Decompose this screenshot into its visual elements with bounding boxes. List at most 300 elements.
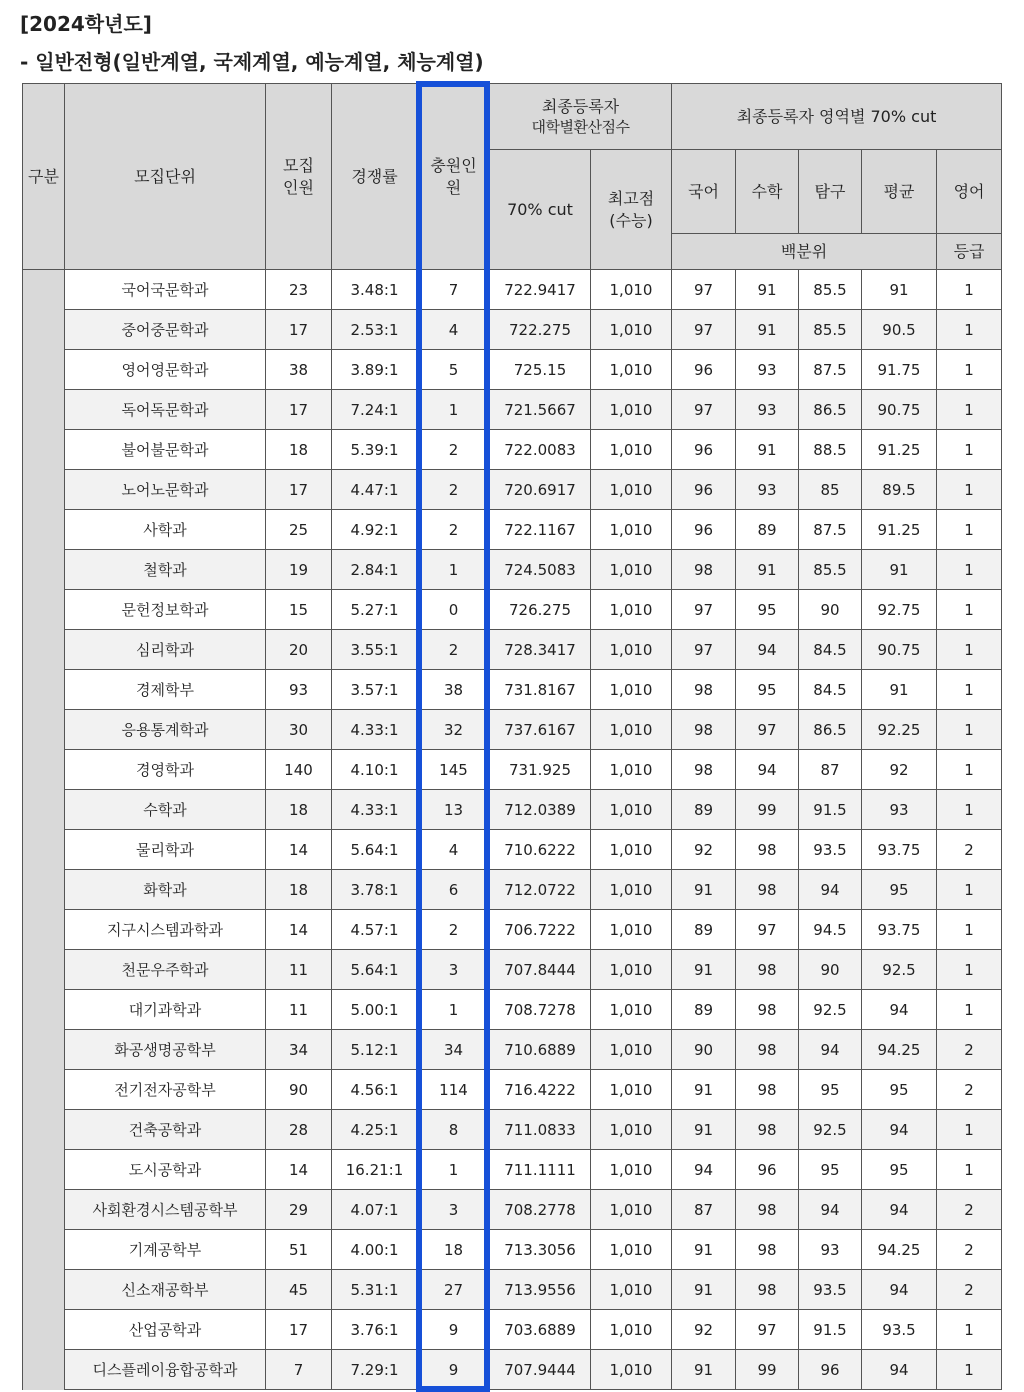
- table-row: [23, 870, 1002, 910]
- english-cell: 1: [937, 270, 1002, 310]
- unit-cell: 수학과: [65, 790, 266, 830]
- unit-cell: 국어국문학과: [65, 270, 266, 310]
- table-row: [23, 1310, 1002, 1350]
- korean-cell: 91: [672, 1270, 736, 1310]
- average-cell: 91.75: [862, 350, 937, 390]
- english-cell: 1: [937, 1310, 1002, 1350]
- korean-cell: 94: [672, 1150, 736, 1190]
- average-cell: 95: [862, 1070, 937, 1110]
- inquiry-cell: 85.5: [799, 550, 862, 590]
- max-cell: 1,010: [591, 1310, 672, 1350]
- average-cell: 94: [862, 1190, 937, 1230]
- english-cell: 1: [937, 510, 1002, 550]
- cut70-cell: 711.0833: [490, 1110, 591, 1150]
- english-cell: 1: [937, 910, 1002, 950]
- english-cell: 1: [937, 430, 1002, 470]
- inquiry-cell: 93.5: [799, 1270, 862, 1310]
- competition-cell: 5.39:1: [332, 430, 418, 470]
- table-row: [23, 990, 1002, 1030]
- korean-cell: 97: [672, 590, 736, 630]
- average-cell: 90.75: [862, 630, 937, 670]
- max-cell: 1,010: [591, 1350, 672, 1390]
- competition-cell: 4.47:1: [332, 470, 418, 510]
- quota-cell: 11: [266, 990, 332, 1030]
- unit-cell: 전기전자공학부: [65, 1070, 266, 1110]
- english-cell: 1: [937, 1350, 1002, 1390]
- max-cell: 1,010: [591, 1070, 672, 1110]
- additional-cell: 9: [418, 1310, 490, 1350]
- quota-cell: 17: [266, 470, 332, 510]
- korean-cell: 97: [672, 310, 736, 350]
- math-cell: 98: [736, 1190, 799, 1230]
- competition-cell: 2.53:1: [332, 310, 418, 350]
- max-cell: 1,010: [591, 310, 672, 350]
- additional-cell: 4: [418, 310, 490, 350]
- header-competition: 경쟁률: [332, 84, 418, 270]
- quota-cell: 7: [266, 1350, 332, 1390]
- korean-cell: 91: [672, 870, 736, 910]
- english-cell: 1: [937, 390, 1002, 430]
- average-cell: 91: [862, 670, 937, 710]
- average-cell: 94: [862, 1350, 937, 1390]
- cut70-cell: 712.0389: [490, 790, 591, 830]
- header-max-line2: (수능): [609, 210, 653, 230]
- average-cell: 93: [862, 790, 937, 830]
- max-cell: 1,010: [591, 1150, 672, 1190]
- unit-cell: 천문우주학과: [65, 950, 266, 990]
- max-cell: 1,010: [591, 870, 672, 910]
- math-cell: 98: [736, 990, 799, 1030]
- unit-cell: 사학과: [65, 510, 266, 550]
- competition-cell: 5.64:1: [332, 950, 418, 990]
- english-cell: 1: [937, 870, 1002, 910]
- unit-cell: 신소재공학부: [65, 1270, 266, 1310]
- inquiry-cell: 84.5: [799, 670, 862, 710]
- table-row: [23, 350, 1002, 390]
- english-cell: 1: [937, 550, 1002, 590]
- cut70-cell: 722.9417: [490, 270, 591, 310]
- additional-cell: 18: [418, 1230, 490, 1270]
- additional-cell: 0: [418, 590, 490, 630]
- max-cell: 1,010: [591, 590, 672, 630]
- math-cell: 91: [736, 270, 799, 310]
- competition-cell: 4.07:1: [332, 1190, 418, 1230]
- header-inquiry: 탐구: [799, 150, 862, 234]
- cut70-cell: 728.3417: [490, 630, 591, 670]
- competition-cell: 4.10:1: [332, 750, 418, 790]
- table-row: [23, 1350, 1002, 1390]
- english-cell: 2: [937, 1230, 1002, 1270]
- table-row: [23, 590, 1002, 630]
- header-percentile: 백분위: [672, 234, 937, 270]
- average-cell: 92.25: [862, 710, 937, 750]
- competition-cell: 5.64:1: [332, 830, 418, 870]
- competition-cell: 5.00:1: [332, 990, 418, 1030]
- english-cell: 2: [937, 1030, 1002, 1070]
- inquiry-cell: 93: [799, 1230, 862, 1270]
- average-cell: 95: [862, 1150, 937, 1190]
- header-math: 수학: [736, 150, 799, 234]
- english-cell: 2: [937, 1270, 1002, 1310]
- inquiry-cell: 86.5: [799, 390, 862, 430]
- math-cell: 94: [736, 750, 799, 790]
- english-cell: 1: [937, 1110, 1002, 1150]
- unit-cell: 철학과: [65, 550, 266, 590]
- cut70-cell: 703.6889: [490, 1310, 591, 1350]
- additional-cell: 2: [418, 910, 490, 950]
- additional-cell: 2: [418, 430, 490, 470]
- table-row: [23, 670, 1002, 710]
- max-cell: 1,010: [591, 830, 672, 870]
- average-cell: 92.75: [862, 590, 937, 630]
- additional-cell: 114: [418, 1070, 490, 1110]
- additional-cell: 3: [418, 1190, 490, 1230]
- table-row: [23, 470, 1002, 510]
- additional-cell: 7: [418, 270, 490, 310]
- korean-cell: 92: [672, 1310, 736, 1350]
- average-cell: 90.5: [862, 310, 937, 350]
- korean-cell: 98: [672, 550, 736, 590]
- english-cell: 1: [937, 950, 1002, 990]
- competition-cell: 4.25:1: [332, 1110, 418, 1150]
- average-cell: 94.25: [862, 1030, 937, 1070]
- math-cell: 95: [736, 670, 799, 710]
- korean-cell: 91: [672, 1350, 736, 1390]
- table-row: [23, 830, 1002, 870]
- korean-cell: 92: [672, 830, 736, 870]
- header-max: [591, 150, 672, 270]
- average-cell: 94: [862, 990, 937, 1030]
- unit-cell: 지구시스템과학과: [65, 910, 266, 950]
- inquiry-cell: 91.5: [799, 1310, 862, 1350]
- unit-cell: 경제학부: [65, 670, 266, 710]
- quota-cell: 14: [266, 910, 332, 950]
- math-cell: 98: [736, 1270, 799, 1310]
- header-average: 평균: [862, 150, 937, 234]
- max-cell: 1,010: [591, 270, 672, 310]
- korean-cell: 96: [672, 430, 736, 470]
- competition-cell: 4.57:1: [332, 910, 418, 950]
- max-cell: 1,010: [591, 670, 672, 710]
- math-cell: 98: [736, 1110, 799, 1150]
- table-row: [23, 1270, 1002, 1310]
- korean-cell: 91: [672, 950, 736, 990]
- english-cell: 1: [937, 310, 1002, 350]
- inquiry-cell: 84.5: [799, 630, 862, 670]
- competition-cell: 7.29:1: [332, 1350, 418, 1390]
- table-row: [23, 390, 1002, 430]
- cut70-cell: 722.0083: [490, 430, 591, 470]
- quota-cell: 11: [266, 950, 332, 990]
- english-cell: 1: [937, 990, 1002, 1030]
- english-cell: 2: [937, 830, 1002, 870]
- additional-cell: 3: [418, 950, 490, 990]
- unit-cell: 물리학과: [65, 830, 266, 870]
- inquiry-cell: 87.5: [799, 510, 862, 550]
- competition-cell: 3.55:1: [332, 630, 418, 670]
- additional-cell: 2: [418, 510, 490, 550]
- competition-cell: 16.21:1: [332, 1150, 418, 1190]
- competition-cell: 7.24:1: [332, 390, 418, 430]
- math-cell: 99: [736, 790, 799, 830]
- quota-cell: 19: [266, 550, 332, 590]
- cut70-cell: 708.7278: [490, 990, 591, 1030]
- quota-cell: 15: [266, 590, 332, 630]
- english-cell: 2: [937, 1070, 1002, 1110]
- math-cell: 96: [736, 1150, 799, 1190]
- korean-cell: 97: [672, 270, 736, 310]
- cut70-cell: 726.275: [490, 590, 591, 630]
- header-unit: 모집단위: [65, 84, 266, 270]
- cut70-cell: 724.5083: [490, 550, 591, 590]
- cut70-cell: 722.1167: [490, 510, 591, 550]
- quota-cell: 20: [266, 630, 332, 670]
- table-row: [23, 430, 1002, 470]
- cut70-cell: 713.9556: [490, 1270, 591, 1310]
- cut70-cell: 731.8167: [490, 670, 591, 710]
- average-cell: 93.75: [862, 830, 937, 870]
- header-quota: [266, 84, 332, 270]
- average-cell: 93.5: [862, 1310, 937, 1350]
- competition-cell: 3.78:1: [332, 870, 418, 910]
- table-row: [23, 1070, 1002, 1110]
- inquiry-cell: 92.5: [799, 990, 862, 1030]
- unit-cell: 화공생명공학부: [65, 1030, 266, 1070]
- competition-cell: 3.57:1: [332, 670, 418, 710]
- cut70-cell: 720.6917: [490, 470, 591, 510]
- max-cell: 1,010: [591, 470, 672, 510]
- unit-cell: 응용통계학과: [65, 710, 266, 750]
- quota-cell: 23: [266, 270, 332, 310]
- korean-cell: 89: [672, 790, 736, 830]
- unit-cell: 영어영문학과: [65, 350, 266, 390]
- quota-cell: 34: [266, 1030, 332, 1070]
- quota-cell: 90: [266, 1070, 332, 1110]
- header-english: 영어: [937, 150, 1002, 234]
- max-cell: 1,010: [591, 390, 672, 430]
- math-cell: 91: [736, 310, 799, 350]
- competition-cell: 3.89:1: [332, 350, 418, 390]
- additional-cell: 2: [418, 630, 490, 670]
- max-cell: 1,010: [591, 1030, 672, 1070]
- inquiry-cell: 90: [799, 590, 862, 630]
- korean-cell: 90: [672, 1030, 736, 1070]
- additional-cell: 5: [418, 350, 490, 390]
- quota-cell: 140: [266, 750, 332, 790]
- math-cell: 93: [736, 470, 799, 510]
- inquiry-cell: 92.5: [799, 1110, 862, 1150]
- max-cell: 1,010: [591, 950, 672, 990]
- cut70-cell: 710.6222: [490, 830, 591, 870]
- quota-cell: 38: [266, 350, 332, 390]
- header-additional-line2: 원: [445, 177, 462, 197]
- max-cell: 1,010: [591, 350, 672, 390]
- table-row: [23, 270, 1002, 310]
- inquiry-cell: 94: [799, 870, 862, 910]
- quota-cell: 18: [266, 870, 332, 910]
- average-cell: 94: [862, 1270, 937, 1310]
- math-cell: 99: [736, 1350, 799, 1390]
- cut70-cell: 716.4222: [490, 1070, 591, 1110]
- english-cell: 1: [937, 590, 1002, 630]
- competition-cell: 3.76:1: [332, 1310, 418, 1350]
- competition-cell: 5.12:1: [332, 1030, 418, 1070]
- english-cell: 1: [937, 750, 1002, 790]
- unit-cell: 문헌정보학과: [65, 590, 266, 630]
- additional-cell: 145: [418, 750, 490, 790]
- inquiry-cell: 95: [799, 1070, 862, 1110]
- header-additional-line1: 충원인: [430, 155, 477, 175]
- additional-cell: 27: [418, 1270, 490, 1310]
- average-cell: 90.75: [862, 390, 937, 430]
- unit-cell: 사회환경시스템공학부: [65, 1190, 266, 1230]
- korean-cell: 97: [672, 390, 736, 430]
- cut70-cell: 721.5667: [490, 390, 591, 430]
- quota-cell: 25: [266, 510, 332, 550]
- korean-cell: 98: [672, 710, 736, 750]
- korean-cell: 97: [672, 630, 736, 670]
- additional-cell: 6: [418, 870, 490, 910]
- korean-cell: 98: [672, 670, 736, 710]
- english-cell: 1: [937, 1150, 1002, 1190]
- quota-cell: 17: [266, 310, 332, 350]
- competition-cell: 4.33:1: [332, 710, 418, 750]
- korean-cell: 91: [672, 1230, 736, 1270]
- math-cell: 93: [736, 350, 799, 390]
- math-cell: 91: [736, 430, 799, 470]
- average-cell: 92.5: [862, 950, 937, 990]
- competition-cell: 5.31:1: [332, 1270, 418, 1310]
- max-cell: 1,010: [591, 710, 672, 750]
- unit-cell: 도시공학과: [65, 1150, 266, 1190]
- quota-cell: 14: [266, 1150, 332, 1190]
- unit-cell: 건축공학과: [65, 1110, 266, 1150]
- inquiry-cell: 87: [799, 750, 862, 790]
- max-cell: 1,010: [591, 1270, 672, 1310]
- header-area-group: 최종등록자 영역별 70% cut: [672, 84, 1002, 150]
- header-quota-line1: 모집: [283, 155, 314, 175]
- competition-cell: 4.33:1: [332, 790, 418, 830]
- unit-cell: 기계공학부: [65, 1230, 266, 1270]
- quota-cell: 51: [266, 1230, 332, 1270]
- inquiry-cell: 88.5: [799, 430, 862, 470]
- table-row: [23, 750, 1002, 790]
- table-row: [23, 1030, 1002, 1070]
- korean-cell: 98: [672, 750, 736, 790]
- korean-cell: 96: [672, 510, 736, 550]
- quota-cell: 28: [266, 1110, 332, 1150]
- category-cell: [23, 270, 65, 1390]
- page-heading-subtitle: - 일반전형(일반계열, 국제계열, 예능계열, 체능계열): [20, 50, 484, 74]
- korean-cell: 96: [672, 350, 736, 390]
- cut70-cell: 737.6167: [490, 710, 591, 750]
- english-cell: 1: [937, 470, 1002, 510]
- quota-cell: 18: [266, 430, 332, 470]
- unit-cell: 디스플레이융합공학과: [65, 1350, 266, 1390]
- cut70-cell: 731.925: [490, 750, 591, 790]
- average-cell: 94.25: [862, 1230, 937, 1270]
- unit-cell: 노어노문학과: [65, 470, 266, 510]
- inquiry-cell: 94.5: [799, 910, 862, 950]
- cut70-cell: 707.8444: [490, 950, 591, 990]
- unit-cell: 화학과: [65, 870, 266, 910]
- math-cell: 98: [736, 1030, 799, 1070]
- math-cell: 94: [736, 630, 799, 670]
- math-cell: 98: [736, 1070, 799, 1110]
- additional-cell: 1: [418, 990, 490, 1030]
- table-row: [23, 1150, 1002, 1190]
- table-row: [23, 1230, 1002, 1270]
- unit-cell: 산업공학과: [65, 1310, 266, 1350]
- inquiry-cell: 93.5: [799, 830, 862, 870]
- additional-cell: 38: [418, 670, 490, 710]
- unit-cell: 독어독문학과: [65, 390, 266, 430]
- admission-results-table: [22, 83, 1002, 1390]
- additional-cell: 4: [418, 830, 490, 870]
- cut70-cell: 722.275: [490, 310, 591, 350]
- inquiry-cell: 94: [799, 1030, 862, 1070]
- cut70-cell: 707.9444: [490, 1350, 591, 1390]
- inquiry-cell: 94: [799, 1190, 862, 1230]
- quota-cell: 17: [266, 1310, 332, 1350]
- header-grade: 등급: [937, 234, 1002, 270]
- english-cell: 1: [937, 670, 1002, 710]
- average-cell: 89.5: [862, 470, 937, 510]
- additional-cell: 1: [418, 550, 490, 590]
- average-cell: 91: [862, 550, 937, 590]
- cut70-cell: 713.3056: [490, 1230, 591, 1270]
- quota-cell: 30: [266, 710, 332, 750]
- table-row: [23, 710, 1002, 750]
- max-cell: 1,010: [591, 1230, 672, 1270]
- cut70-cell: 706.7222: [490, 910, 591, 950]
- header-score-group-line1: 최종등록자: [541, 96, 620, 116]
- korean-cell: 87: [672, 1190, 736, 1230]
- max-cell: 1,010: [591, 790, 672, 830]
- math-cell: 93: [736, 390, 799, 430]
- table-row: [23, 510, 1002, 550]
- max-cell: 1,010: [591, 510, 672, 550]
- max-cell: 1,010: [591, 1190, 672, 1230]
- inquiry-cell: 85.5: [799, 310, 862, 350]
- table-row: [23, 910, 1002, 950]
- korean-cell: 91: [672, 1110, 736, 1150]
- header-score-group: [490, 84, 672, 150]
- additional-cell: 32: [418, 710, 490, 750]
- math-cell: 89: [736, 510, 799, 550]
- additional-cell: 2: [418, 470, 490, 510]
- korean-cell: 89: [672, 910, 736, 950]
- competition-cell: 4.92:1: [332, 510, 418, 550]
- average-cell: 95: [862, 870, 937, 910]
- korean-cell: 89: [672, 990, 736, 1030]
- cut70-cell: 712.0722: [490, 870, 591, 910]
- quota-cell: 18: [266, 790, 332, 830]
- unit-cell: 중어중문학과: [65, 310, 266, 350]
- english-cell: 1: [937, 630, 1002, 670]
- math-cell: 98: [736, 830, 799, 870]
- korean-cell: 91: [672, 1070, 736, 1110]
- math-cell: 95: [736, 590, 799, 630]
- table-row: [23, 310, 1002, 350]
- competition-cell: 3.48:1: [332, 270, 418, 310]
- max-cell: 1,010: [591, 550, 672, 590]
- header-korean: 국어: [672, 150, 736, 234]
- quota-cell: 17: [266, 390, 332, 430]
- max-cell: 1,010: [591, 630, 672, 670]
- competition-cell: 4.00:1: [332, 1230, 418, 1270]
- cut70-cell: 711.1111: [490, 1150, 591, 1190]
